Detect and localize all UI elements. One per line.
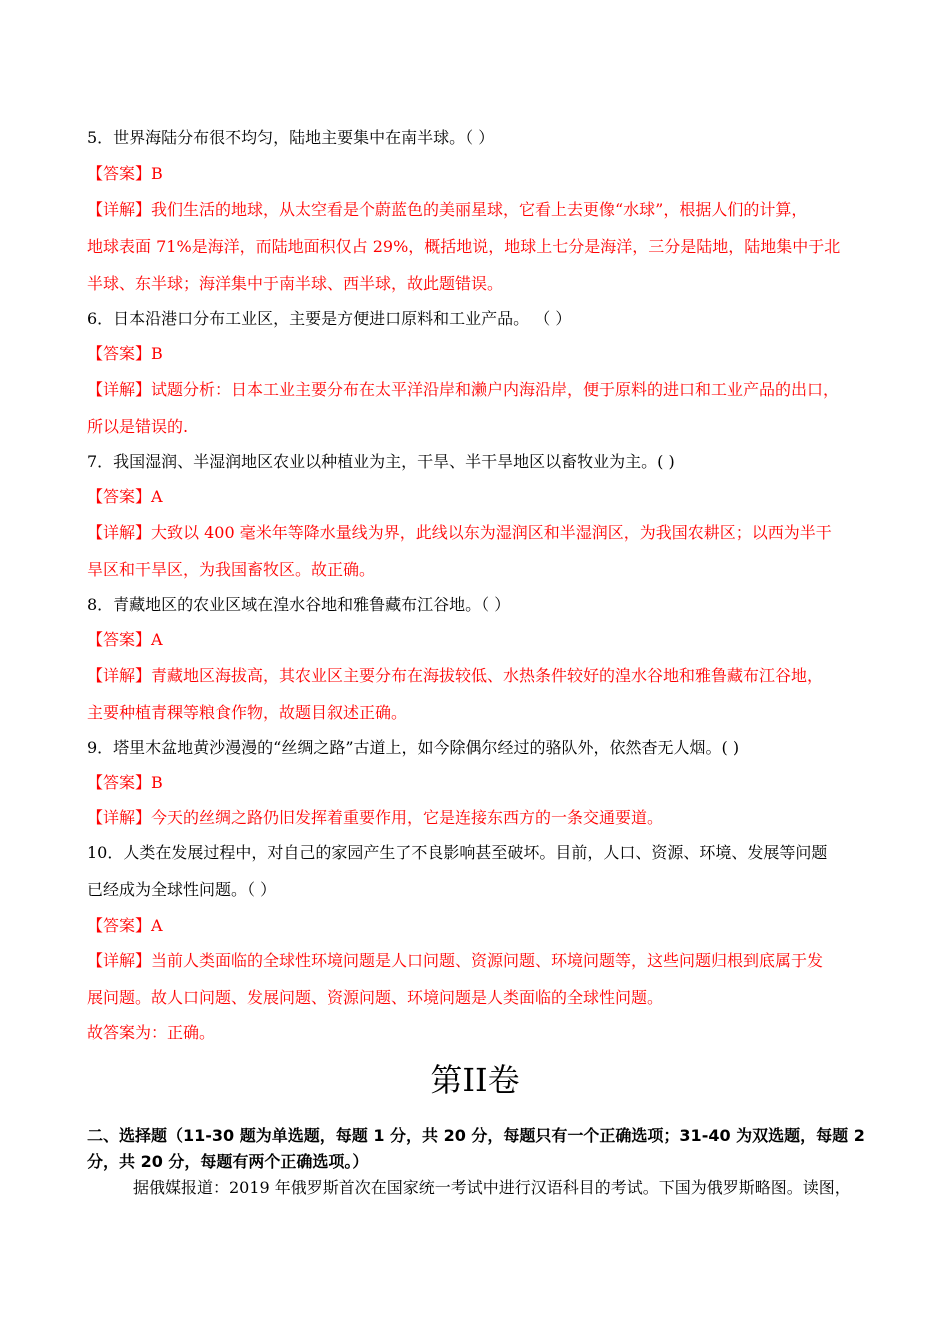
question-8-answer: 【答案】A	[87, 630, 163, 649]
question-7-stem: 7．我国湿润、半湿润地区农业以种植业为主，干旱、半干旱地区以畜牧业为主。( )	[87, 452, 675, 471]
question-9-explain-line-1: 【详解】今天的丝绸之路仍旧发挥着重要作用，它是连接东西方的一条交通要道。	[87, 808, 664, 827]
question-6-explain-line-1: 【详解】试题分析：日本工业主要分布在太平洋沿岸和濑户内海沿岸，便于原料的进口和工业产品的出口，	[87, 380, 840, 399]
question-10-answer: 【答案】A	[87, 916, 163, 935]
question-5-explain-line-2: 地球表面 71%是海洋，而陆地面积仅占 29%，概括地说，地球上七分是海洋，三分是陆地，陆地集中于北	[87, 237, 841, 256]
question-10-stem-line-2: 已经成为全球性问题。（ ）	[87, 880, 277, 899]
question-7-answer: 【答案】A	[87, 487, 163, 506]
question-9-stem: 9．塔里木盆地黄沙漫漫的“丝绸之路”古道上，如今除偶尔经过的骆队外，依然杳无人烟。( )	[87, 738, 740, 757]
question-5-answer: 【答案】B	[87, 164, 163, 183]
question-7-explain-line-2: 旱区和干旱区，为我国畜牧区。故正确。	[87, 560, 376, 579]
question-5-explain-line-3: 半球、东半球；海洋集中于南半球、西半球，故此题错误。	[87, 274, 504, 293]
question-8-stem: 8．青藏地区的农业区域在湟水谷地和雅鲁藏布江谷地。（ ）	[87, 595, 511, 614]
question-10-explain-line-2: 展问题。故人口问题、发展问题、资源问题、环境问题是人类面临的全球性问题。	[87, 988, 664, 1007]
section-instruction-line-1: 二、选择题（11-30 题为单选题，每题 1 分，共 20 分，每题只有一个正确选项；31-40 为双选题，每题 2	[87, 1126, 865, 1145]
section-intro: 据俄媒报道：2019 年俄罗斯首次在国家统一考试中进行汉语科目的考试。下国为俄罗斯略图。读图，	[133, 1178, 851, 1197]
question-5-stem: 5．世界海陆分布很不均匀，陆地主要集中在南半球。（ ）	[87, 128, 495, 147]
question-10-stem-line-1: 10．人类在发展过程中，对自己的家园产生了不良影响甚至破坏。目前，人口、资源、环境、发展等问题	[87, 843, 828, 862]
question-5-explain-line-1: 【详解】我们生活的地球，从太空看是个蔚蓝色的美丽星球，它看上去更像“水球”，根据人们的计算，	[87, 200, 808, 219]
question-9-answer: 【答案】B	[87, 773, 163, 792]
section-instruction-line-2: 分，共 20 分，每题有两个正确选项。）	[87, 1152, 369, 1171]
question-6-answer: 【答案】B	[87, 344, 163, 363]
question-10-explain-line-3: 故答案为：正确。	[87, 1023, 216, 1042]
question-6-explain-line-2: 所以是错误的.	[87, 417, 189, 436]
question-10-explain-line-1: 【详解】当前人类面临的全球性环境问题是人口问题、资源问题、环境问题等，这些问题归根到底属于发	[87, 951, 824, 970]
question-6-stem: 6．日本沿港口分布工业区，主要是方便进口原料和工业产品。 （ ）	[87, 309, 572, 328]
section-title: 第II卷	[430, 1061, 520, 1099]
question-7-explain-line-1: 【详解】大致以 400 毫米年等降水量线为界，此线以东为湿润区和半湿润区，为我国农耕区；以西为半干	[87, 523, 832, 542]
question-8-explain-line-1: 【详解】青藏地区海拔高，其农业区主要分布在海拔较低、水热条件较好的湟水谷地和雅鲁藏布江谷地，	[87, 666, 824, 685]
question-8-explain-line-2: 主要种植青稞等粮食作物，故题目叙述正确。	[87, 703, 408, 722]
